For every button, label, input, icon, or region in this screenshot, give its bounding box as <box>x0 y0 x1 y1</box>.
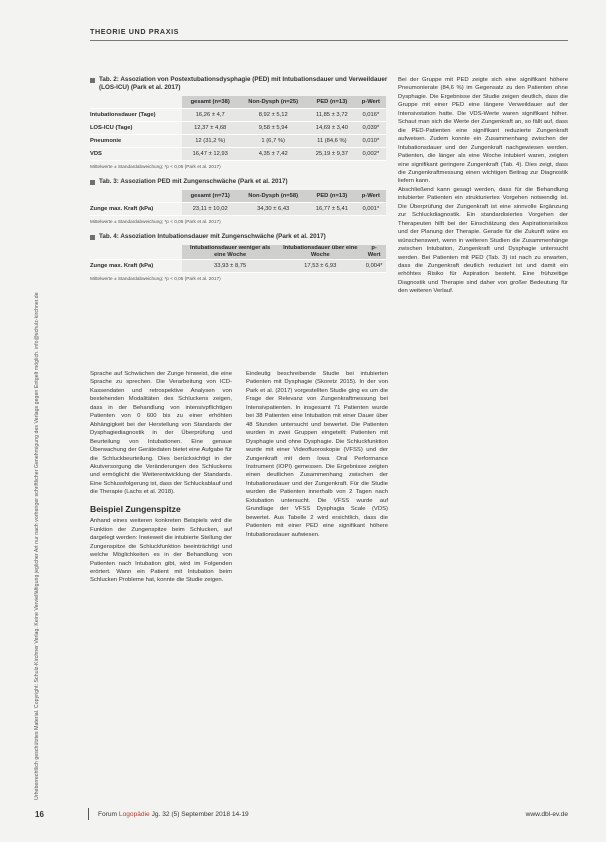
table-header: gesamt (n=71) <box>182 190 238 203</box>
page-footer <box>35 808 568 822</box>
table-header: Non-Dysph (n=25) <box>238 96 308 109</box>
bullet-square-icon <box>90 235 95 240</box>
paragraph: Bei der Gruppe mit PED zeigte sich eine signifikant höhere Pneumonierate (84,6 %) im Gegensatz zu den Patienten ohne Dysphagie. Die Ergebnisse der Studie zeigen deutlich, dass die Gruppe mit einer PED eine längere Verweildauer auf der Intensivstation hatte. Die VDS-Werte waren signifikant höher. Schaut man sich die Werte der Zungenkraft an, so fällt auf, dass die PED-Patienten eine signifikant reduzierte Zungenkraft aufweisen. Zudem konnte ein Zusammenhang zwischen der Intubationsdauer und der Zungenkraft nachgewiesen werden. Patienten, die länger als eine Woche intubiert waren, zeigten eine signifikant geringere Zungenkraft (Tab. 4). Dies zeigt, dass die Zungenkraftmessung einen wichtigen Beitrag zur Diagnostik liefern kann. <box>398 77 568 185</box>
table-header <box>90 190 182 203</box>
copyright-text: Urheberrechtlich geschütztes Material. Copyright: Schulz-Kirchner Verlag. Keine Vervielfältigung jeglicher Art nur nach vorheriger schriftlicher Genehmigung des Verlags gegen Entgelt möglich. info@schulz-kirchner.de <box>34 292 40 800</box>
header-rule <box>90 40 568 41</box>
table-row: LOS-ICU (Tage) 12,37 ± 4,68 9,58 ± 5,94 14,69 ± 3,40 0,039* <box>90 122 386 135</box>
table-row: Intubationsdauer (Tage) 16,26 ± 4,7 8,92 ± 5,12 11,85 ± 3,72 0,016* <box>90 109 386 122</box>
tab2-table <box>90 96 386 161</box>
table-header: Intubationsdauer über eine Woche <box>278 245 362 260</box>
table-row: Zunge max. Kraft (kPa) 23,11 ± 10,02 34,30 ± 6,43 16,77 ± 5,41 0,001* <box>90 203 386 216</box>
table-header: PED (n=13) <box>308 96 356 109</box>
page-number: 16 <box>35 810 44 819</box>
table-header: p-Wert <box>356 190 386 203</box>
tab3-caption: Tab. 3: Assoziation PED mit Zungenschwäche (Park et al. 2017) <box>90 178 388 186</box>
paragraph: Abschließend kann gesagt werden, dass für die Behandlung intubierter Patienten ein strukturiertes Vorgehen notwendig ist. Die Überprüfung der Zungenkraft ist eine sinnvolle Ergänzung zur Schluckdiagnostik. Ein standardisiertes Vorgehen der Therapeuten hilft bei der Einschätzung des Aspirationsrisikos und der Planung der Therapie. Gerade für die Zukunft wäre es wünschenswert, wenn in weiteren Studien die Zusammenhänge zwischen Intubation, Zungenkraft und Dysphagie untersucht werden. Bei Patienten mit PED (Tab. 3) ist nach zu erwarten, dass die Zungenkraft deutlich reduziert ist und damit ein erhöhtes Risiko für Aspiration besteht. Eine frühzeitige Diagnostik und Therapie sind daher von großer Bedeutung für den weiteren Verlauf. <box>398 186 568 295</box>
table-row: Zunge max. Kraft (kPa) 33,93 ± 8,75 17,53 ± 6,93 0,004* <box>90 260 386 273</box>
table-header: p-Wert <box>356 96 386 109</box>
tab2-caption: Tab. 2: Assoziation von Postextubationsdysphagie (PED) mit Intubationsdauer und Verweildauer (LOS-ICU) (Park et al. 2017) <box>90 76 388 92</box>
table-header: p-Wert <box>362 245 386 260</box>
table-row: Pneumonie 12 (31,2 %) 1 (6,7 %) 11 (84,6 %) 0,010* <box>90 135 386 148</box>
body-column-1 <box>90 370 232 585</box>
tab4-note: Mittelwerte ± Standardabweichung; *p < 0,05 (Park et al. 2017) <box>90 276 221 281</box>
table-header <box>90 96 182 109</box>
table-header: gesamt (n=38) <box>182 96 238 109</box>
subheading: Beispiel Zungenspitze <box>90 503 181 514</box>
section-title: THEORIE UND PRAXIS <box>90 27 180 36</box>
journal-title: Forum Logopädie Jg. 32 (5) September 2018 14-19 <box>98 811 249 818</box>
tab3-note: Mittelwerte ± Standardabweichung; *p < 0,05 (Park et al. 2017) <box>90 219 221 224</box>
footer-divider <box>88 808 89 820</box>
paragraph: Sprache auf Schwächen der Zunge hinweist, die eine Sprache zu sprechen. Die Verarbeitung von ICD-Kassendaten und retrospektive Analysen von bestehenden Modalitäten des Schluckens zeigen, dass in der Behandlung von intensivpflichtigen Patienten von 0 600 bis zu einer erhöhten Abhängigkeit bei der Herstellung von Standards der Dysphagiediagnostik in der Überprüfung und Beurteilung von Intubationen. Eine genaue Überwachung der Gerätedaten bietet eine Aufgabe für die Schluckbeurteilung. Dies berücksichtigt in der Akutversorgung die Veränderungen des Schluckens und ermöglicht die Weiterentwicklung der Standards. Eine Schlussfolgerung ist, dass der Schluckablauf und die Therapie (Lachs et al. 2018). <box>90 371 232 496</box>
tab4-caption: Tab. 4: Assoziation Intubationsdauer mit Zungenschwäche (Park et al. 2017) <box>90 233 388 241</box>
body-column-3 <box>398 76 568 296</box>
footer-url: www.dbl-ev.de <box>525 811 568 818</box>
paragraph: Anhand eines weiteren konkreten Beispiels wird die Funktion der Zungenspitze beim Schlucken, auf dargelegt werden: Inwieweit die intubierte Stellung der Zungenspitze die Schluckfunktion beeinträchtigt und welche Möglichkeiten es in der Behandlung von Patienten nach Intubation gibt, wird im Folgenden erörtert. Wann ein Patient mit Intubation beim Schlucken Probleme hat, konnte die Studie zeigen. <box>90 518 232 584</box>
table-header: PED (n=13) <box>308 190 356 203</box>
tab2-note: Mittelwerte ± Standardabweichung; *p < 0,05 (Park et al. 2017) <box>90 164 221 169</box>
table-header: Non-Dysph (n=58) <box>238 190 308 203</box>
tables-column <box>90 76 388 290</box>
tab4-table <box>90 245 386 273</box>
tab3-table <box>90 190 386 216</box>
table-header: Intubationsdauer weniger als eine Woche <box>182 245 278 260</box>
bullet-square-icon <box>90 180 95 185</box>
bullet-square-icon <box>90 78 95 83</box>
body-column-2 <box>246 370 388 539</box>
table-row: VDS 16,47 ± 12,93 4,35 ± 7,42 25,19 ± 9,37 0,002* <box>90 148 386 161</box>
paragraph: Eindeutig beschreibende Studie bei intubierten Patienten mit Dysphagie (Skoretz 2015). In der von Park et al. (2017) vorgestellten Studie ging es um die Frage der Relevanz von Zungenkraftmessung bei Intensivpatienten. In insgesamt 71 Patienten wurde bei 38 Patienten eine Intubation mit einer Dauer über 48 Stunden untersucht und bewertet. Die Patienten wurden in zwei Gruppen eingeteilt: Patienten mit Dysphagie und ohne Dysphagie. Die Schluckfunktion wurde mit einer Videofluoroskopie (VFSS) und der Zungenkraft mit dem Iowa Oral Performance Instrument (IOPI) gemessen. Die Ergebnisse zeigten einen deutlichen Zusammenhang zwischen der Intubationsdauer und der Zungenkraft. Für die Studie wurden die Patienten innerhalb von 2 Tagen nach Extubation untersucht. Die VFSS wurde auf Grundlage der VFSS Dysphagia Scale (VDS) bewertet. Aus Tabelle 2 wird ersichtlich, dass die Patienten mit einer PED eine signifikant höhere Intubationsdauer aufwiesen. <box>246 371 388 538</box>
table-header <box>90 245 182 260</box>
copyright-sidebar <box>6 60 46 800</box>
